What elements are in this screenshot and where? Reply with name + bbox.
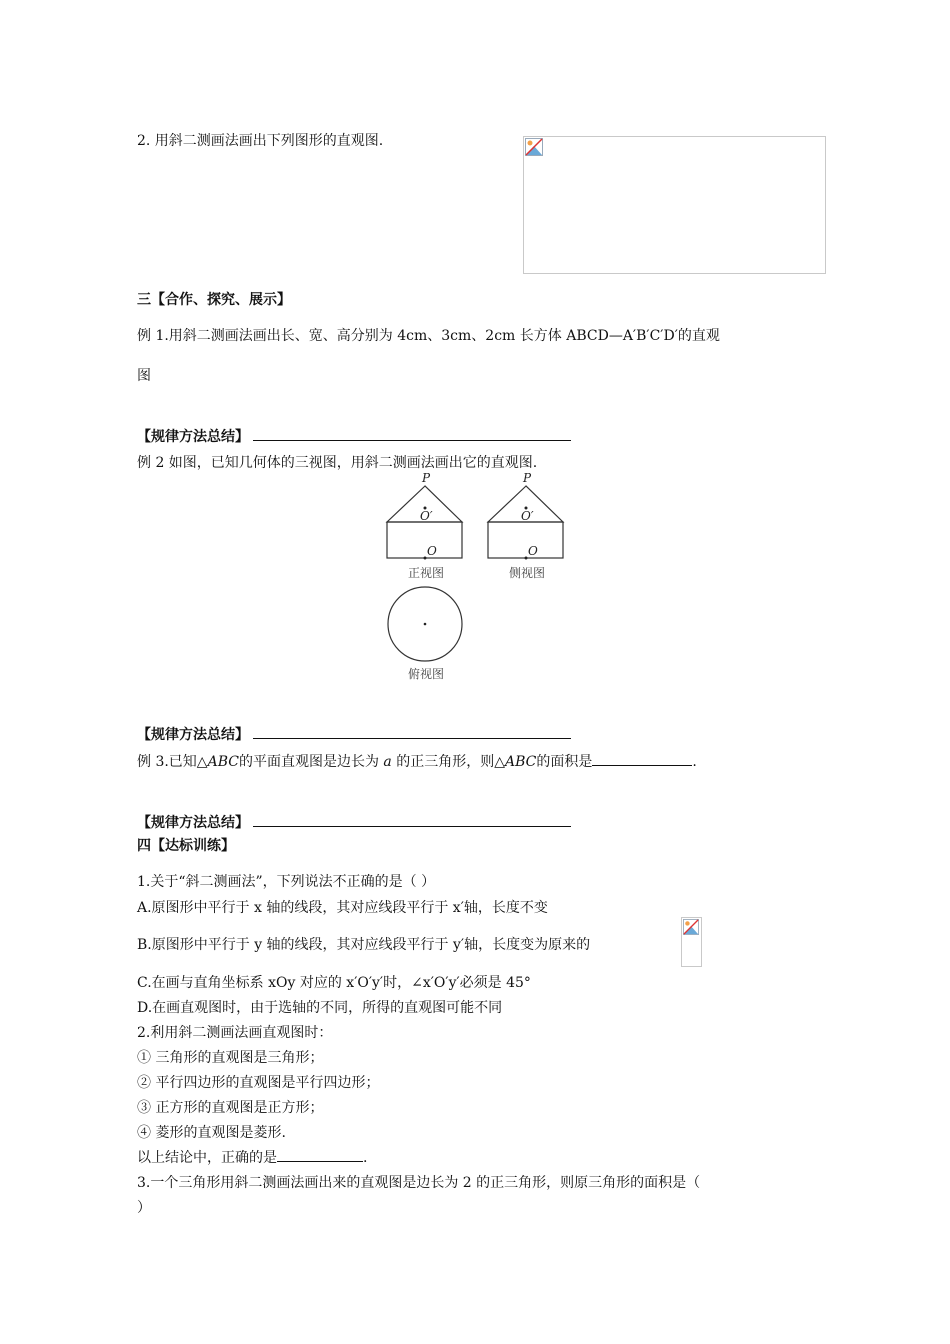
q2-stem: 2.利用斜二测画法画直观图时： [137,1025,333,1041]
q2-answer-blank[interactable] [277,1147,363,1162]
side-point-o-prime: O′ [521,509,534,523]
front-point-o-prime: O′ [420,509,433,523]
side-view-label: 侧视图 [509,566,546,580]
example-3-end: . [692,754,697,770]
front-view [387,471,462,580]
example-3-middle-3: 的面积是 [536,754,593,770]
q2-statement-2: ② 平行四边形的直观图是平行四边形； [137,1075,380,1091]
question-2-heading: 2. 用斜二测画法画出下列图形的直观图. [137,133,384,149]
front-point-o: O [427,544,437,558]
example-3-prefix: 例 3.已知△ [137,754,208,770]
method-summary-blank[interactable] [253,812,571,827]
method-summary-label: 【规律方法总结】 [137,815,249,831]
q1-stem: 1.关于“斜二测画法”，下列说法不正确的是（ ） [137,874,436,890]
side-point-o: O [528,544,538,558]
top-view-label: 俯视图 [408,667,445,681]
example-3-a: a [383,754,392,770]
q2-conclusion-end: . [363,1150,368,1166]
front-view-label: 正视图 [408,566,445,580]
example-3-middle-1: 的平面直观图是边长为 [238,754,384,770]
front-point-p: P [422,471,431,485]
example-3-text [137,751,697,771]
example-2-text: 例 2 如图，已知几何体的三视图，用斜二测画法画出它的直观图. [137,455,538,471]
section-3-title: 三【合作、探究、展示】 [137,292,291,308]
q2-statement-1: ① 三角形的直观图是三角形； [137,1050,324,1066]
q2-statement-3: ③ 正方形的直观图是正方形； [137,1100,324,1116]
q3-line-1: 3.一个三角形用斜二测画法画出来的直观图是边长为 2 的正三角形，则原三角形的面积是（ [137,1175,701,1191]
method-summary-3 [137,812,571,832]
example-3-abc: ABC [504,754,537,770]
method-summary-2 [137,724,571,744]
example-3-answer-blank[interactable] [592,751,692,766]
q2-conclusion-text: 以上结论中，正确的是 [137,1150,277,1166]
broken-image-placeholder [523,136,826,274]
example-1-line-2: 图 [137,368,151,384]
q1-option-d: D.在画直观图时，由于选轴的不同，所得的直观图可能不同 [137,1000,503,1016]
example-3-abc: ABC [207,754,239,770]
side-point-p: P [523,471,532,485]
section-4-title: 四【达标训练】 [137,838,235,854]
top-view [388,587,462,681]
example-1-line-1: 例 1.用斜二测画法画出长、宽、高分别为 4cm、3cm、2cm 长方体 ABCD—A′B′C′D′的直观 [137,328,720,344]
three-views-figure [380,470,580,685]
method-summary-blank[interactable] [253,724,571,739]
broken-image-icon [525,138,543,156]
q1-option-a: A.原图形中平行于 x 轴的线段，其对应线段平行于 x′轴，长度不变 [137,900,548,916]
method-summary-label: 【规律方法总结】 [137,727,249,743]
q3-line-2: ） [137,1200,151,1216]
method-summary-blank[interactable] [253,426,571,441]
method-summary-label: 【规律方法总结】 [137,429,249,445]
example-3-middle-2: 的正三角形，则△ [391,754,505,770]
q1-option-c: C.在画与直角坐标系 xOy 对应的 x′O′y′时，∠x′O′y′必须是 45° [137,975,531,991]
broken-image-icon [683,919,699,935]
method-summary-1 [137,426,571,446]
side-view [488,471,563,580]
q2-statement-4: ④ 菱形的直观图是菱形. [137,1125,286,1141]
q1-option-b: B.原图形中平行于 y 轴的线段，其对应线段平行于 y′轴，长度变为原来的 [137,937,591,953]
q2-conclusion [137,1147,367,1167]
fraction-image-placeholder [681,917,702,967]
